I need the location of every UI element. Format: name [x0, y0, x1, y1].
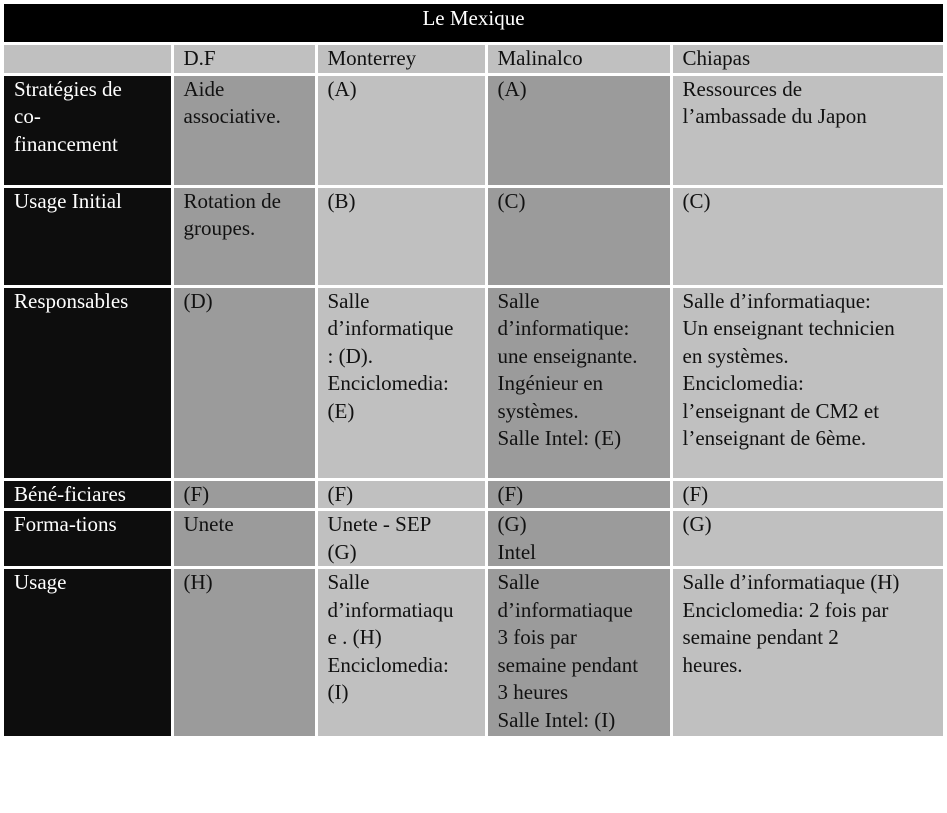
- cell-line: (D): [183, 288, 213, 313]
- cell-line: Salle Intel: (E): [497, 426, 622, 450]
- row-header-line: co-: [14, 104, 41, 128]
- cell-line: Enciclomedia: 2 fois par: [682, 597, 889, 622]
- cell-line: groupes.: [183, 216, 256, 240]
- cell-line: (I): [327, 680, 349, 704]
- cell-line: heures.: [682, 652, 743, 677]
- column-header-row: [4, 44, 943, 75]
- cell-line: systèmes.: [497, 398, 579, 423]
- row-header: [4, 74, 172, 186]
- table-cell: [671, 510, 943, 568]
- table-row: [4, 74, 943, 186]
- row-header: [4, 510, 172, 568]
- cell-line: (H): [183, 570, 213, 594]
- cell-line: l’ambassade du Japon: [682, 104, 867, 128]
- cell-line: Unete - SEP: [327, 512, 432, 536]
- cell-line: (A): [327, 76, 357, 101]
- table-cell: [172, 186, 316, 286]
- table-cell: [671, 186, 943, 286]
- row-header-line: Stratégies de: [14, 76, 122, 101]
- cell-line: l’enseignant de CM2 et: [682, 398, 880, 423]
- row-header: [4, 568, 172, 738]
- cell-line: (G): [497, 512, 527, 536]
- table-row: [4, 479, 943, 510]
- row-header: [4, 286, 172, 479]
- table-cell: [172, 479, 316, 510]
- table-cell: [172, 286, 316, 479]
- table-cell: [172, 568, 316, 738]
- cell-line: Ingénieur en: [497, 371, 604, 395]
- cell-line: Salle d’informatiaque:: [682, 288, 871, 313]
- table-cell: [671, 568, 943, 738]
- cell-line: d’informatiaque: [497, 597, 633, 622]
- cell-line: (G): [682, 512, 712, 536]
- row-header-line: financement: [14, 131, 118, 156]
- column-header-corner: [4, 44, 172, 75]
- cell-line: (G): [327, 539, 357, 564]
- cell-line: Un enseignant technicien: [682, 316, 895, 340]
- cell-line: Unete: [183, 512, 234, 536]
- row-header: [4, 186, 172, 286]
- column-header: Malinalco: [486, 44, 671, 75]
- table-cell: [486, 510, 671, 568]
- cell-line: Aide: [183, 76, 225, 101]
- cell-line: (F): [327, 481, 354, 506]
- table-cell: [316, 479, 486, 510]
- cell-line: Salle: [327, 288, 370, 313]
- table-cell: [486, 74, 671, 186]
- cell-line: une enseignante.: [497, 343, 638, 368]
- cell-line: Salle: [497, 570, 540, 594]
- row-header-line: Forma-tions: [14, 512, 117, 536]
- cell-line: d’informatiaqu: [327, 597, 454, 622]
- cell-line: Ressources de: [682, 76, 803, 101]
- table-row: [4, 568, 943, 738]
- cell-line: (F): [497, 481, 524, 506]
- table-cell: [486, 479, 671, 510]
- table-cell: [671, 286, 943, 479]
- cell-line: (B): [327, 188, 356, 213]
- cell-line: Salle: [327, 570, 370, 594]
- table-cell: [486, 186, 671, 286]
- cell-line: l’enseignant de 6ème.: [682, 426, 867, 450]
- table-cell: [316, 568, 486, 738]
- table-cell: [316, 286, 486, 479]
- table-row: [4, 510, 943, 568]
- table-cell: [671, 74, 943, 186]
- cell-line: (E): [327, 398, 355, 423]
- cell-line: e . (H): [327, 625, 382, 649]
- cell-line: (F): [183, 481, 210, 506]
- column-header: D.F: [172, 44, 316, 75]
- cell-line: Salle: [497, 288, 540, 313]
- cell-line: : (D).: [327, 343, 373, 368]
- table-title: Le Mexique: [4, 4, 943, 44]
- table-cell: [172, 74, 316, 186]
- cell-line: Salle Intel: (I): [497, 707, 616, 732]
- cell-line: 3 heures: [497, 680, 569, 704]
- cell-line: (C): [682, 188, 711, 213]
- cell-line: (A): [497, 76, 527, 101]
- row-header: [4, 479, 172, 510]
- cell-line: en systèmes.: [682, 343, 789, 368]
- cell-line: associative.: [183, 104, 281, 128]
- table-cell: [671, 479, 943, 510]
- column-header: Monterrey: [316, 44, 486, 75]
- cell-line: d’informatique: [327, 316, 454, 340]
- row-header-line: Responsables: [14, 288, 129, 313]
- cell-line: Salle d’informatiaque (H): [682, 570, 900, 594]
- cell-line: (F): [682, 481, 709, 506]
- cell-line: semaine pendant 2: [682, 625, 839, 649]
- comparison-table: [4, 4, 943, 739]
- table-row: [4, 186, 943, 286]
- table-row: [4, 286, 943, 479]
- table-cell: [486, 568, 671, 738]
- table-cell: [316, 186, 486, 286]
- column-header: Chiapas: [671, 44, 943, 75]
- row-header-line: Béné-ficiares: [14, 481, 126, 506]
- cell-line: (C): [497, 188, 526, 213]
- row-header-line: Usage Initial: [14, 188, 122, 213]
- table-cell: [486, 286, 671, 479]
- cell-line: Enciclomedia:: [327, 652, 449, 677]
- table-cell: [316, 74, 486, 186]
- table-cell: [172, 510, 316, 568]
- table-cell: [316, 510, 486, 568]
- cell-line: d’informatique:: [497, 316, 630, 340]
- cell-line: Rotation de: [183, 188, 281, 213]
- cell-line: Enciclomedia:: [327, 371, 449, 395]
- row-header-line: Usage: [14, 570, 67, 594]
- cell-line: Enciclomedia:: [682, 371, 804, 395]
- cell-line: Intel: [497, 539, 536, 564]
- cell-line: 3 fois par: [497, 625, 577, 649]
- cell-line: semaine pendant: [497, 652, 639, 677]
